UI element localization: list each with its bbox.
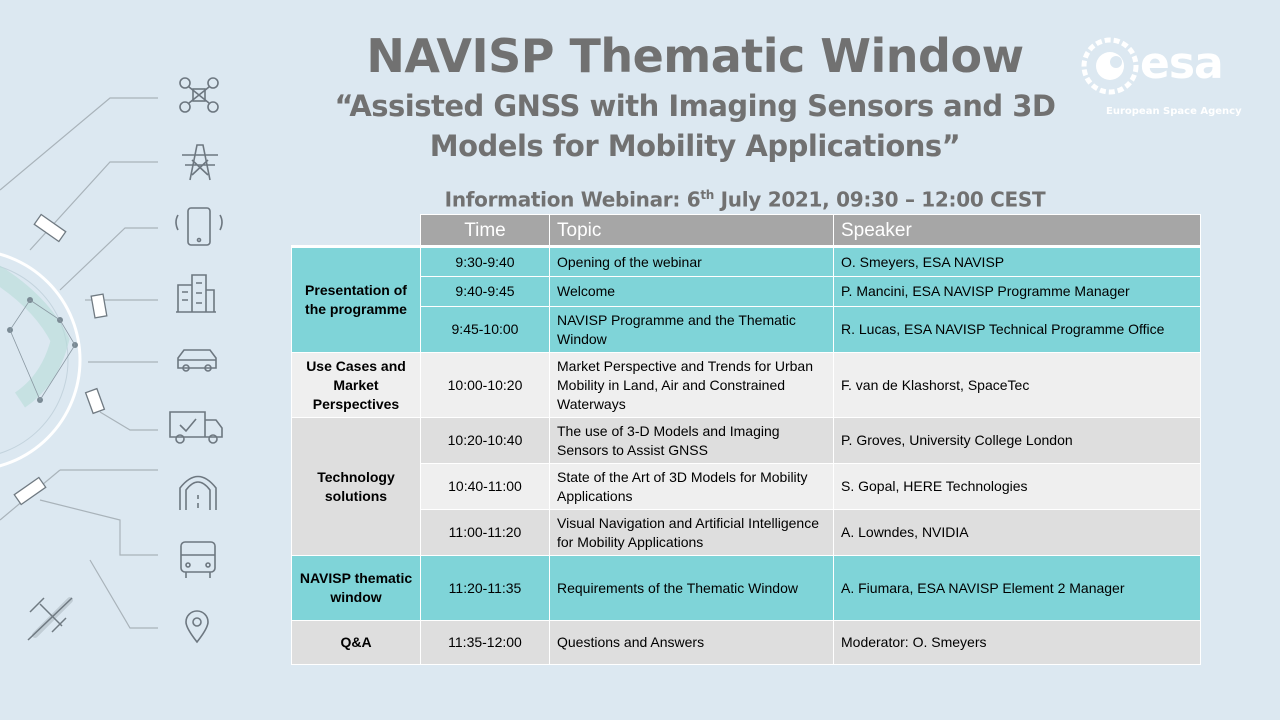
row-speaker: F. van de Klashorst, SpaceTec bbox=[834, 353, 1201, 418]
header-time: Time bbox=[421, 215, 550, 247]
row-time: 11:00-11:20 bbox=[421, 510, 550, 556]
row-speaker: Moderator: O. Smeyers bbox=[834, 621, 1201, 665]
esa-logo bbox=[1080, 36, 1240, 126]
page-subtitle bbox=[300, 86, 1090, 166]
table-header-row bbox=[292, 215, 1201, 247]
header-empty-cell bbox=[292, 215, 421, 247]
row-time: 10:40-11:00 bbox=[421, 464, 550, 510]
page-title: NAVISP Thematic Window bbox=[366, 29, 1024, 83]
airplane-icon bbox=[28, 598, 72, 640]
table-row bbox=[292, 621, 1201, 665]
webinar-info bbox=[330, 180, 1160, 215]
buildings-icon bbox=[176, 275, 216, 312]
row-topic: Market Perspective and Trends for Urban Mobility in Land, Air and Constrained Waterways bbox=[550, 353, 834, 418]
table-row bbox=[292, 510, 1201, 556]
table-row bbox=[292, 556, 1201, 621]
row-time: 10:20-10:40 bbox=[421, 418, 550, 464]
webinar-ordinal: th bbox=[700, 188, 714, 202]
row-time: 9:40-9:45 bbox=[421, 277, 550, 307]
row-speaker: A. Lowndes, NVIDIA bbox=[834, 510, 1201, 556]
table-row bbox=[292, 464, 1201, 510]
webinar-suffix: July 2021, 09:30 – 12:00 CEST bbox=[714, 187, 1046, 212]
table-row bbox=[292, 277, 1201, 307]
row-speaker: P. Groves, University College London bbox=[834, 418, 1201, 464]
smartphone-icon bbox=[176, 208, 222, 245]
location-pin-icon bbox=[186, 611, 208, 642]
section-technology: Technology solutions bbox=[292, 418, 421, 556]
table-row bbox=[292, 353, 1201, 418]
delivery-truck-icon bbox=[170, 412, 222, 443]
row-topic: Opening of the webinar bbox=[550, 247, 834, 277]
row-time: 9:45-10:00 bbox=[421, 307, 550, 353]
row-topic: State of the Art of 3D Models for Mobility Applications bbox=[550, 464, 834, 510]
row-speaker: O. Smeyers, ESA NAVISP bbox=[834, 247, 1201, 277]
row-speaker: R. Lucas, ESA NAVISP Technical Programme Office bbox=[834, 307, 1201, 353]
row-speaker: A. Fiumara, ESA NAVISP Element 2 Manager bbox=[834, 556, 1201, 621]
row-time: 11:20-11:35 bbox=[421, 556, 550, 621]
header-topic: Topic bbox=[550, 215, 834, 247]
row-time: 9:30-9:40 bbox=[421, 247, 550, 277]
table-row bbox=[292, 418, 1201, 464]
row-topic: Questions and Answers bbox=[550, 621, 834, 665]
power-pylon-icon bbox=[182, 145, 218, 180]
car-icon bbox=[178, 350, 216, 371]
row-topic: Visual Navigation and Artificial Intelligence for Mobility Applications bbox=[550, 510, 834, 556]
row-topic: NAVISP Programme and the Thematic Window bbox=[550, 307, 834, 353]
section-presentation: Presentation of the programme bbox=[292, 247, 421, 353]
section-navisp: NAVISP thematic window bbox=[292, 556, 421, 621]
table-row bbox=[292, 247, 1201, 277]
webinar-prefix: Information Webinar: 6 bbox=[444, 187, 701, 212]
header-speaker: Speaker bbox=[834, 215, 1201, 247]
table-row bbox=[292, 307, 1201, 353]
bus-icon bbox=[181, 542, 215, 578]
esa-logo-subtitle: European Space Agency bbox=[1106, 106, 1242, 117]
tunnel-road-icon bbox=[180, 477, 216, 511]
row-topic: Welcome bbox=[550, 277, 834, 307]
row-speaker: S. Gopal, HERE Technologies bbox=[834, 464, 1201, 510]
section-qa: Q&A bbox=[292, 621, 421, 665]
row-time: 11:35-12:00 bbox=[421, 621, 550, 665]
row-speaker: P. Mancini, ESA NAVISP Programme Manager bbox=[834, 277, 1201, 307]
drone-icon bbox=[180, 78, 218, 112]
agenda-table bbox=[291, 214, 1201, 665]
decorative-illustration bbox=[0, 0, 290, 720]
row-topic: Requirements of the Thematic Window bbox=[550, 556, 834, 621]
row-topic: The use of 3-D Models and Imaging Sensors to Assist GNSS bbox=[550, 418, 834, 464]
row-time: 10:00-10:20 bbox=[421, 353, 550, 418]
esa-logo-word: esa bbox=[1140, 38, 1223, 89]
subtitle-line-2: Models for Mobility Applications” bbox=[429, 129, 961, 163]
subtitle-line-1: “Assisted GNSS with Imaging Sensors and 3D bbox=[334, 89, 1056, 123]
section-use-cases: Use Cases and Market Perspectives bbox=[292, 353, 421, 418]
